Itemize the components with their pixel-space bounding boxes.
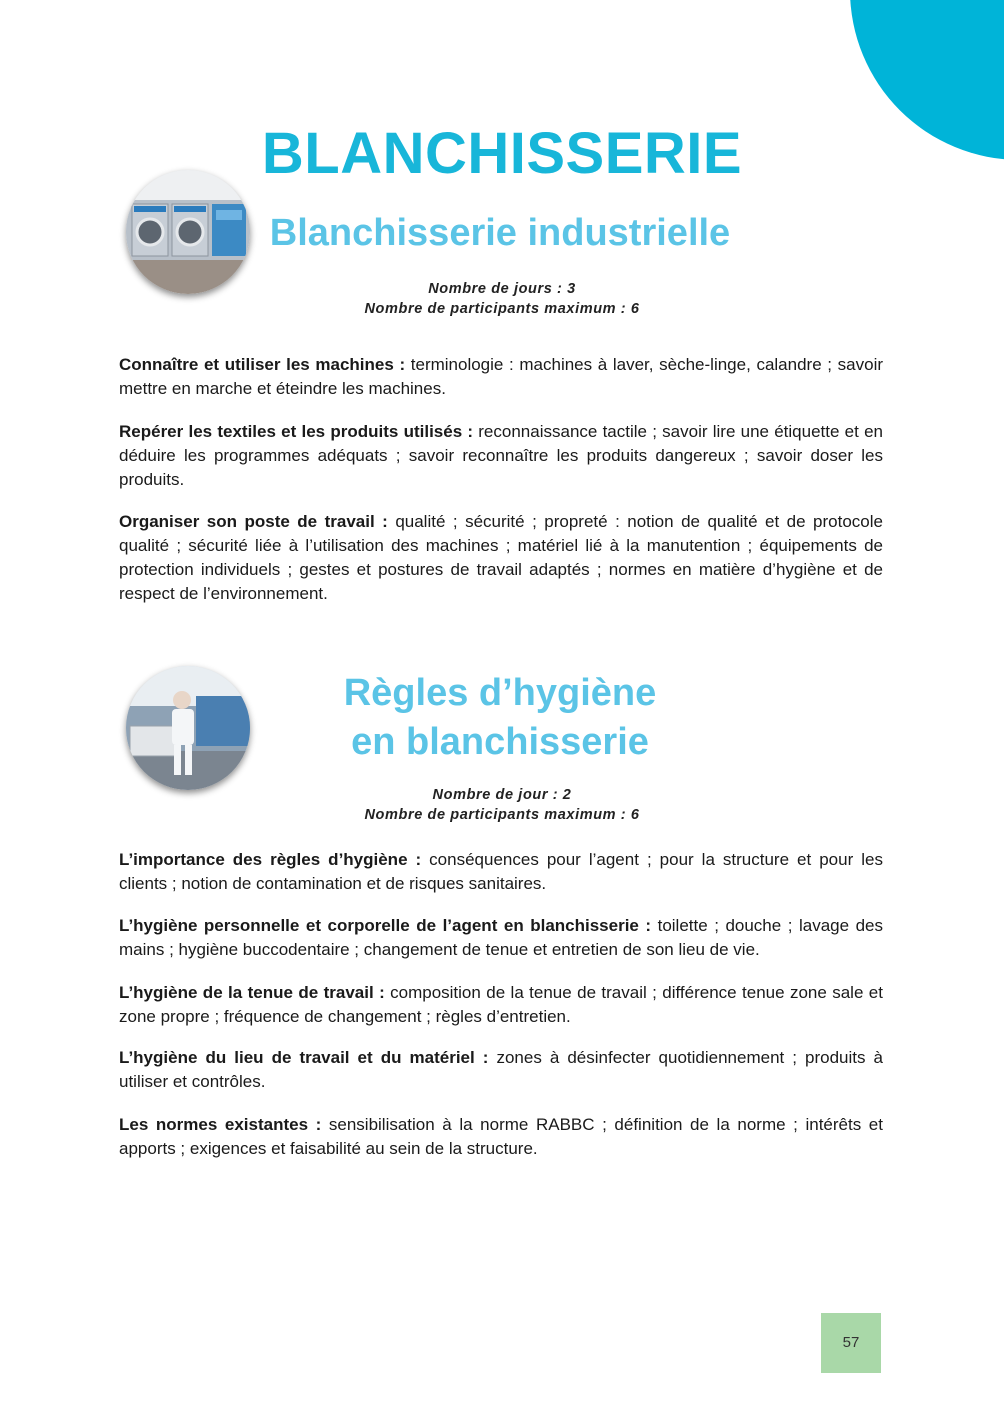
page-number: 57 xyxy=(821,1313,881,1373)
paragraph-workplace xyxy=(119,1046,883,1094)
paragraph-textiles xyxy=(119,420,883,492)
days-count: Nombre de jour : 2 xyxy=(432,787,572,803)
paragraph-label: L’hygiène de la tenue de travail : xyxy=(119,983,385,1002)
paragraph-text: composition de la tenue de travail ; différence tenue zone sale et zone propre ; fréquence de changement ; règles d’entretien. xyxy=(119,983,883,1026)
paragraph-label: Les normes existantes : xyxy=(119,1115,322,1134)
paragraph-label: L’hygiène personnelle et corporelle de l’agent en blanchisserie : xyxy=(119,916,652,935)
section-title-industrial: Blanchisserie industrielle xyxy=(269,212,731,254)
section-title-line: en blanchisserie xyxy=(351,721,649,763)
paragraph-text: zones à désinfecter quotidiennement ; produits à utiliser et contrôles. xyxy=(119,1048,884,1091)
course-info-1 xyxy=(0,279,1004,319)
page-title: BLANCHISSERIE xyxy=(261,121,743,186)
days-count: Nombre de jours : 3 xyxy=(428,281,576,297)
participants-max: Nombre de participants maximum : 6 xyxy=(364,807,640,823)
paragraph-label: Repérer les textiles et les produits utilisés : xyxy=(119,422,474,441)
paragraph-importance xyxy=(119,848,883,896)
paragraph-label: Organiser son poste de travail : xyxy=(119,512,388,531)
participants-max: Nombre de participants maximum : 6 xyxy=(364,301,640,317)
paragraph-machines xyxy=(119,353,883,401)
section-title-hygiene xyxy=(200,669,800,767)
course-info-2 xyxy=(0,785,1004,825)
paragraph-workstation xyxy=(119,510,883,606)
paragraph-standards xyxy=(119,1113,883,1161)
paragraph-text: reconnaissance tactile ; savoir lire une étiquette et en déduire les programmes adéquats ; savoir reconnaître les produits dangereux ; savoir doser les produits. xyxy=(119,422,883,489)
paragraph-text: qualité ; sécurité ; propreté : notion de qualité et de protocole qualité ; sécurité liée à l’utilisation des machines ; matériel lié à la manutention ; équipements de protection individuels ; gestes et postures de travail adaptés ; normes en matière d’hygiène et de respect de l’environnement. xyxy=(119,512,883,603)
paragraph-label: Connaître et utiliser les machines : xyxy=(119,355,406,374)
paragraph-text: conséquences pour l’agent ; pour la structure et pour les clients ; notion de contamination et de risques sanitaires. xyxy=(119,850,883,893)
paragraph-label: L’importance des règles d’hygiène : xyxy=(119,850,422,869)
paragraph-work-outfit xyxy=(119,981,883,1029)
paragraph-text: terminologie : machines à laver, sèche-linge, calandre ; savoir mettre en marche et éteindre les machines. xyxy=(119,355,884,398)
paragraph-text: sensibilisation à la norme RABBC ; définition de la norme ; intérêts et apports ; exigences et faisabilité au sein de la structure. xyxy=(119,1115,883,1158)
paragraph-text: toilette ; douche ; lavage des mains ; hygiène buccodentaire ; changement de tenue et entretien de son lieu de vie. xyxy=(119,916,883,959)
section-title-line: Règles d’hygiène xyxy=(343,672,657,714)
paragraph-label: L’hygiène du lieu de travail et du matériel : xyxy=(119,1048,489,1067)
paragraph-personal-hygiene xyxy=(119,914,883,962)
